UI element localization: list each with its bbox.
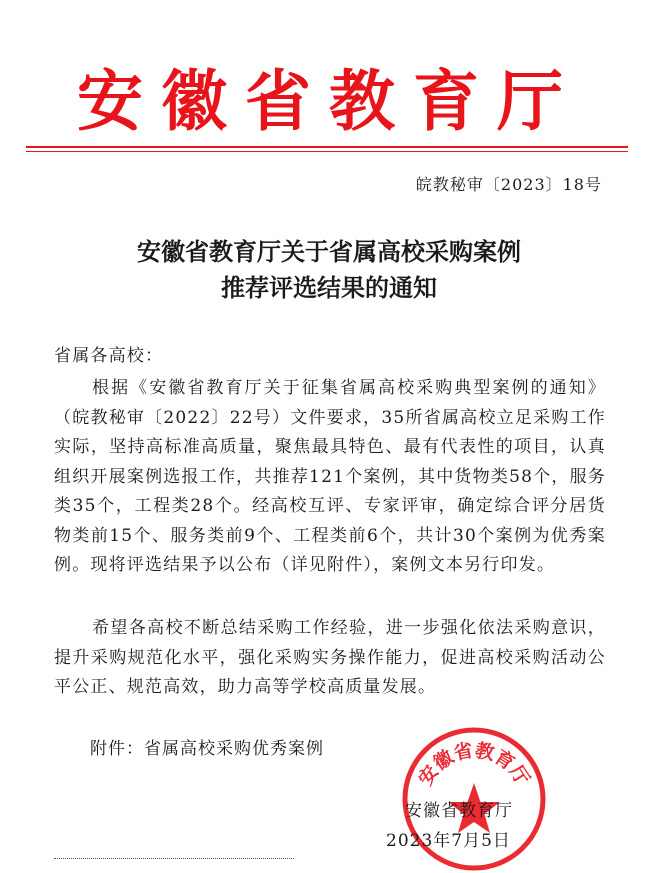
svg-text:安徽省教育厅: 安徽省教育厅 <box>414 739 534 790</box>
body-paragraph-2: 希望各高校不断总结采购工作经验，进一步强化依法采购意识，提升采购规范化水平，强化采购实务操作能力，促进高校采购活动公平公正、规范高效，助力高等学校高质量发展。 <box>54 618 606 697</box>
notice-title-line-2: 推荐评选结果的通知 <box>221 273 437 302</box>
document-number: 皖教秘审〔2023〕18号 <box>415 175 602 194</box>
issuer-name: 安徽省教育厅 <box>405 801 513 821</box>
issue-date: 2023年7月5日 <box>386 831 511 851</box>
masthead-rule-thick <box>26 146 628 148</box>
body-paragraph-1: 根据《安徽省教育厅关于征集省属高校采购典型案例的通知》（皖教秘审〔2022〕22号）文件要求，35所省属高校立足采购工作实际，坚持高标准高质量，聚焦最具特色、最有代表性的项目，认真组织开展案例选报工作，共推荐121个案例，其中货物类58个，服务类35个，工程类28个。经高校互评、专家评审，确定综合评分居货物类前15个、服务类前9个、工程类前6个，共计30个案例为优秀案例。现将评选结果予以公布（详见附件），案例文本另行印发。 <box>54 378 606 575</box>
page-cut-line <box>54 853 294 860</box>
masthead-title: 安徽省教育厅 <box>77 62 581 140</box>
masthead-rule-thin <box>26 151 628 152</box>
salutation: 省属各高校： <box>54 346 164 366</box>
attachment-line: 附件：省属高校采购优秀案例 <box>90 739 324 759</box>
notice-title-line-1: 安徽省教育厅关于省属高校采购案例 <box>137 237 521 266</box>
